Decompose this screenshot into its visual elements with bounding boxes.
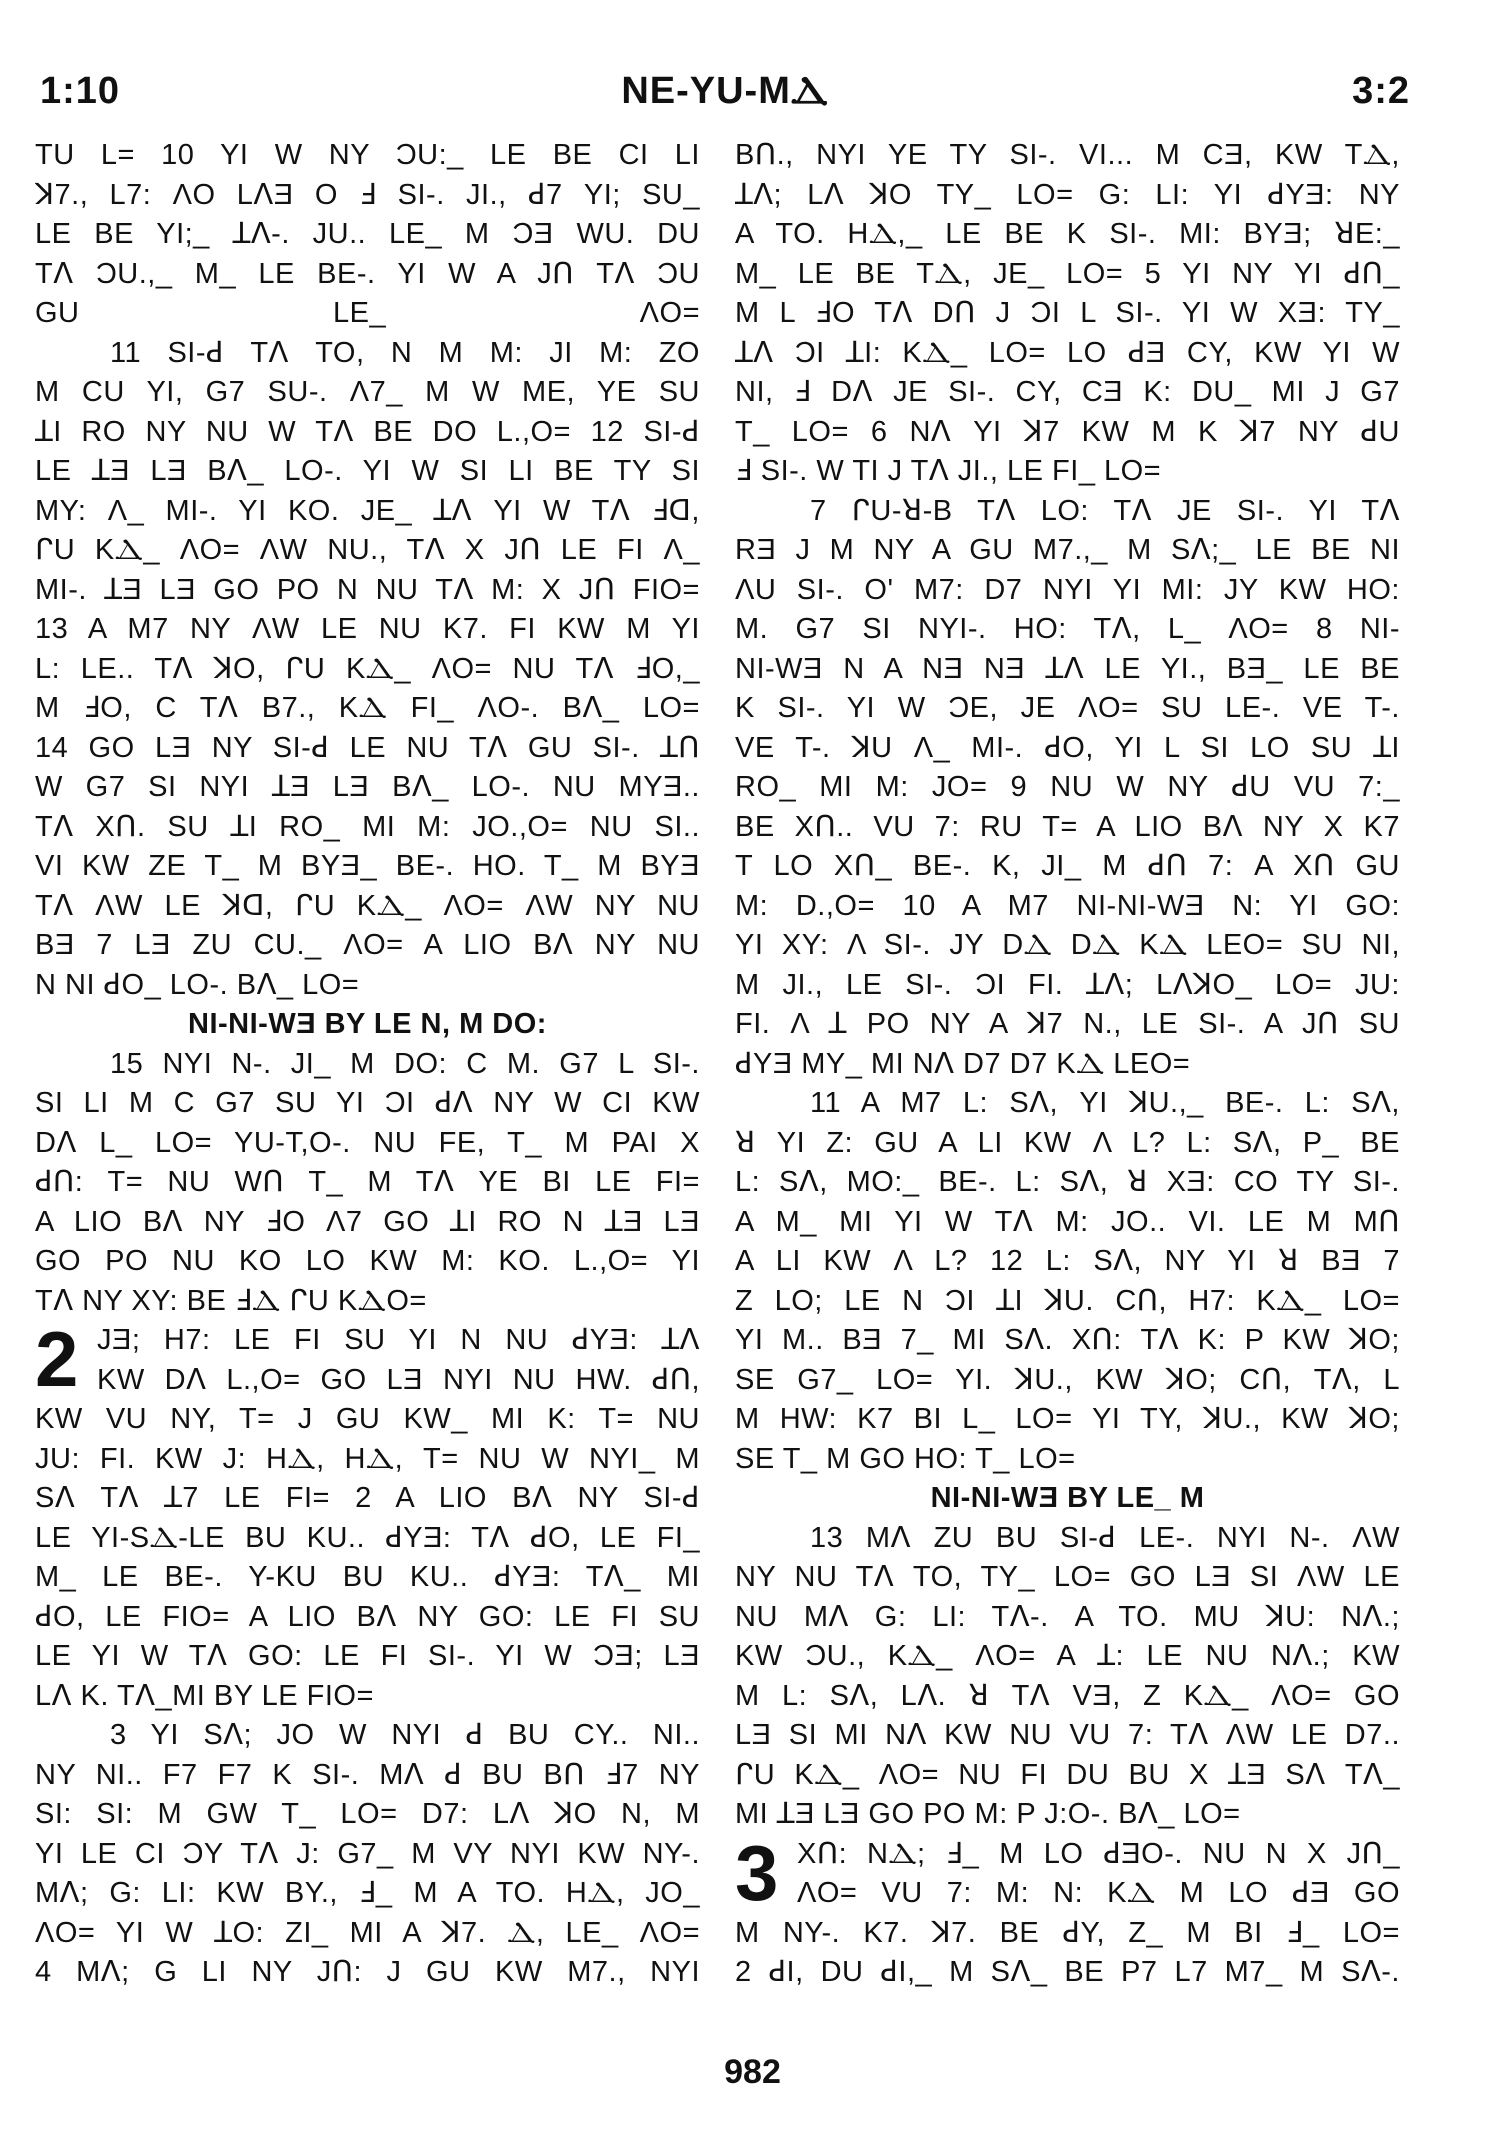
text-line: Z LO; LE N ƆI ꓕI ꓘU. Cꓵ, H7: KⲆ_ LO= <box>735 1284 1400 1317</box>
text-line: ꓒYƎ MY_ MI Nᐱ D7 D7 KⲆ LEO= <box>735 1047 1191 1080</box>
text-line: Dᐱ L_ LO= YU-T,O-. NU FE, T_ M PAI X <box>35 1126 700 1159</box>
chapter-start <box>735 1828 1400 1917</box>
page-number: 982 <box>724 2053 781 2091</box>
text-line: 11 SI-ꓒ Tᐱ TO, N M M: JI M: ZO <box>110 336 700 369</box>
text-line: ꓘ7., L7: ΛO LᐱƎ O Ⅎ SI-. JI., ꓒ7 YI; SU_ <box>35 178 700 211</box>
page-header <box>40 70 1410 120</box>
text-line: NU Mᐱ G: LI: Tᐱ-. A TO. MU ꓘU: Nᐱ.; <box>735 1600 1400 1633</box>
text-line: ꓒO, LE FIO= A LIO Bᐱ NY GO: LE FI SU <box>35 1600 700 1633</box>
text-line: NY NU Tᐱ TO, TY_ LO= GO LƎ SI ΛW LE <box>735 1561 1400 1593</box>
text-line: M: D.,O= 10 A M7 NI-NI-WƎ N: YI GO: <box>735 889 1400 922</box>
chapter-number: 2 <box>35 1315 79 1403</box>
text-line: SI: SI: M GW T_ LO= D7: Lᐱ ꓘO N, M <box>35 1798 700 1830</box>
text-line: ΛO= YI W ꓕO: ZI_ MI A ꓘ7. Ⲇ, LE_ ΛO= <box>35 1916 700 1949</box>
text-line: L: Sᐱ, MO:_ BE-. L: Sᐱ, ꓤ XƎ: CO TY SI-. <box>735 1166 1400 1198</box>
text-line: Tᐱ NY XY: BE ꓞⲆ ᒋU KⲆO= <box>35 1284 427 1317</box>
text-line: A LI KW Λ L? 12 L: Sᐱ, NY YI ꓤ BƎ 7 <box>735 1245 1400 1277</box>
text-line: LE ꓕƎ LƎ Bᐱ_ LO-. YI W SI LI BE TY SI <box>35 455 700 487</box>
text-line: MI-. ꓕƎ LƎ GO PO N NU Tᐱ M: X Jꓵ FIO= <box>35 573 700 606</box>
text-line: N NI ꓒO_ LO-. Bᐱ_ LO= <box>35 968 360 1001</box>
text-line: BƎ 7 LƎ ZU CU._ ΛO= A LIO Bᐱ NY NU <box>35 929 700 961</box>
text-line: YI XY: Λ SI-. JY DⲆ DⲆ KⲆ LEO= SU NI, <box>735 929 1400 961</box>
text-line: 13 A M7 NY ΛW LE NU K7. FI KW M YI <box>35 613 700 645</box>
text-line: A LIO Bᐱ NY ꓞO Λ7 GO ꓕI RO N ꓕƎ LƎ <box>35 1205 700 1238</box>
text-line: FI. Λ ꓕ PO NY A ꓘ7 N., LE SI-. A Jꓵ SU <box>735 1008 1400 1040</box>
text-line: KW ƆU., KⲆ_ ΛO= A ꓕ: LE NU Nᐱ.; KW <box>735 1640 1400 1672</box>
text-line: RO_ MI M: JO= 9 NU W NY ꓒU VU 7:_ <box>735 771 1400 803</box>
text-line: SE T_ M GO HO: T_ LO= <box>735 1442 1076 1475</box>
text-line: 4 Mᐱ; G LI NY Jꓵ: J GU KW M7., NYI <box>35 1956 700 1988</box>
text-line: LƎ SI MI Nᐱ KW NU VU 7: Tᐱ ΛW LE D7.. <box>735 1719 1400 1751</box>
text-line: ꓕᐱ; Lᐱ ꓘO TY_ LO= G: LI: YI ꓒYƎ: NY <box>735 178 1400 211</box>
text-line: Bꓵ., NYI YE TY SI-. VI... M CƎ, KW TⲆ, <box>735 139 1400 171</box>
text-line: M ꓞO, C Tᐱ B7., KⲆ FI_ ΛO-. Bᐱ_ LO= <box>35 692 700 724</box>
chapter-verse-start: 1:10 <box>40 70 121 112</box>
text-line: M L: Sᐱ, Lᐱ. ꓤ Tᐱ VƎ, Z KⲆ_ ΛO= GO <box>735 1679 1400 1712</box>
text-line: 11 A M7 L: Sᐱ, YI ꓘU.,_ BE-. L: Sᐱ, <box>810 1087 1400 1119</box>
text-line: GO PO NU KO LO KW M: KO. L.,O= YI <box>35 1245 700 1277</box>
text-line: ꓕI RO NY NU W Tᐱ BE DO L.,O= 12 SI-ꓒ <box>35 415 700 448</box>
chapter-start <box>35 1315 700 1403</box>
text-line: ᒋU KⲆ_ ΛO= NU FI DU BU X ꓕƎ Sᐱ Tᐱ_ <box>735 1758 1400 1791</box>
text-line: YI M.. BƎ 7_ MI Sᐱ. Xꓵ: Tᐱ K: P KW ꓘO; <box>735 1324 1400 1356</box>
text-line: TU L= 10 YI W NY ƆU:_ LE BE CI LI <box>35 139 700 171</box>
text-line: T LO Xꓵ_ BE-. K, JI_ M ꓒꓵ 7: A Xꓵ GU <box>735 850 1400 882</box>
text-line: K SI-. YI W ƆE, JE ΛO= SU LE-. VE T-. <box>735 692 1400 724</box>
text-line: KW Dᐱ L.,O= GO LƎ NYI NU HW. ꓒꓵ, <box>97 1363 700 1396</box>
section-heading: NI-NI-WƎ BY LE_ M <box>930 1482 1205 1514</box>
text-line: Ⅎ SI-. W TI J Tᐱ JI., LE FI_ LO= <box>735 455 1162 487</box>
text-line: Sᐱ Tᐱ ꓕ7 LE FI= 2 A LIO Bᐱ NY SI-ꓒ <box>35 1482 700 1514</box>
text-line: Tᐱ ΛW LE ꓘꓷ, ᒋU KⲆ_ ΛO= ΛW NY NU <box>35 889 700 922</box>
text-line: BE Xꓵ.. VU 7: RU T= A LIO Bᐱ NY X K7 <box>735 810 1400 843</box>
text-line: NI, Ⅎ Dᐱ JE SI-. CY, CƎ K: DU_ MI J G7 <box>735 376 1400 408</box>
text-line: SI LI M C G7 SU YI ƆI ꓒᐱ NY W CI KW <box>35 1087 700 1119</box>
text-line: ΛU SI-. O' M7: D7 NYI YI MI: JY KW HO: <box>735 573 1400 606</box>
text-line: M CU YI, G7 SU-. Λ7_ M W ME, YE SU <box>35 376 700 408</box>
chapter-verse-end: 3:2 <box>1352 70 1410 112</box>
text-line: M HW: K7 BI L_ LO= YI TY, ꓘU., KW ꓘO; <box>735 1403 1400 1435</box>
text-line: Lᐱ K. Tᐱ_MI BY LE FIO= <box>35 1679 374 1712</box>
text-line: M NY-. K7. ꓘ7. BE ꓒY, Z_ M BI Ⅎ_ LO= <box>735 1916 1400 1949</box>
text-line: NY NI.. F7 F7 K SI-. Mᐱ ꓒ BU Bꓵ ꓞ7 NY <box>35 1758 700 1791</box>
text-line: M. G7 SI NYI-. HO: Tᐱ, L_ ΛO= 8 NI- <box>735 613 1400 645</box>
left-text-column <box>35 136 700 1993</box>
text-line: A TO. HⲆ,_ LE BE K SI-. MI: BYƎ; ꓤE:_ <box>735 218 1400 250</box>
text-line: ꓒꓵ: T= NU Wꓵ T_ M Tᐱ YE BI LE FI= <box>35 1166 700 1198</box>
text-line: 13 Mᐱ ZU BU SI-ꓒ LE-. NYI N-. ΛW <box>810 1521 1400 1554</box>
text-line: Mᐱ; G: LI: KW BY., Ⅎ_ M A TO. HⲆ, JO_ <box>35 1877 700 1909</box>
text-line: MI ꓕƎ LƎ GO PO M: P J:O-. Bᐱ_ LO= <box>735 1798 1241 1830</box>
text-line: VE T-. ꓘU Λ_ MI-. ꓒO, YI L SI LO SU ꓕI <box>735 731 1400 764</box>
text-line: 15 NYI N-. JI_ M DO: C M. G7 L SI-. <box>110 1047 700 1080</box>
text-line: Tᐱ Xꓵ. SU ꓕI RO_ MI M: JO.,O= NU SI.. <box>35 810 700 843</box>
text-line: L: LE.. Tᐱ ꓘO, ᒋU KⲆ_ ΛO= NU Tᐱ ꓞO,_ <box>35 652 700 685</box>
text-line: 7 ᒋU-ꓤ-B Tᐱ LO: Tᐱ JE SI-. YI Tᐱ <box>810 494 1400 527</box>
text-line: LE BE YI;_ ꓕᐱ-. JU.. LE_ M ƆƎ WU. DU <box>35 218 700 250</box>
text-line: KW VU NY, T= J GU KW_ MI K: T= NU <box>35 1403 700 1435</box>
text-line: Xꓵ: NⲆ; Ⅎ_ M LO ꓒƎO-. NU N X Jꓵ_ <box>797 1837 1400 1870</box>
text-line: ꓤ YI Z: GU A LI KW Λ L? L: Sᐱ, P_ BE <box>735 1126 1400 1159</box>
text-line: 14 GO LƎ NY SI-ꓒ LE NU Tᐱ GU SI-. ꓕꓵ <box>35 731 700 764</box>
text-line: 2 ꓒI, DU ꓒI,_ M Sᐱ_ BE P7 L7 M7_ M Sᐱ-. <box>735 1956 1400 1988</box>
text-line: M_ LE BE-. Y-KU BU KU.. ꓒYƎ: Tᐱ_ MI <box>35 1561 700 1593</box>
book-title: NE-YU-MⲆ <box>621 70 829 112</box>
text-line: MY: Λ_ MI-. YI KO. JE_ ꓕᐱ YI W Tᐱ ꓞꓷ, <box>35 494 700 527</box>
text-line: Tᐱ ƆU.,_ M_ LE BE-. YI W A Jꓵ Tᐱ ƆU <box>35 257 700 290</box>
text-line: M_ LE BE TⲆ, JE_ LO= 5 YI NY YI ꓒꓵ_ <box>735 257 1400 290</box>
text-line: YI LE CI ƆY Tᐱ J: G7_ M VY NYI KW NY-. <box>35 1837 700 1870</box>
text-line: VI KW ZE T_ M BYƎ_ BE-. HO. T_ M BYƎ <box>35 850 700 882</box>
text-line: A M_ MI YI W Tᐱ M: JO.. VI. LE M Mꓵ <box>735 1205 1400 1238</box>
right-text-column <box>735 136 1400 1993</box>
text-line: JU: FI. KW J: HⲆ, HⲆ, T= NU W NYI_ M <box>35 1442 700 1475</box>
text-line: SE G7_ LO= YI. ꓘU., KW ꓘO; Cꓵ, Tᐱ, L <box>735 1363 1400 1396</box>
text-line: ꓕᐱ ƆI ꓕI: KⲆ_ LO= LO ꓒƎ CY, KW YI W <box>735 336 1400 369</box>
text-line: W G7 SI NYI ꓕƎ LƎ Bᐱ_ LO-. NU MYƎ.. <box>35 771 700 803</box>
text-line: ΛO= VU 7: M: N: KⲆ M LO ꓒƎ GO <box>797 1877 1400 1909</box>
text-line: RƎ J M NY A GU M7.,_ M Sᐱ;_ LE BE NI <box>735 534 1400 566</box>
text-line: NI-WƎ N A NƎ NƎ ꓕᐱ LE YI., BƎ_ LE BE <box>735 652 1400 685</box>
text-line: GU LE_ ΛO= <box>35 297 700 329</box>
text-line: LE YI W Tᐱ GO: LE FI SI-. YI W ƆƎ; LƎ <box>35 1640 700 1672</box>
text-line: T_ LO= 6 Nᐱ YI ꓘ7 KW M K ꓘ7 NY ꓒU <box>735 415 1400 448</box>
text-line: JƎ; H7: LE FI SU YI N NU ꓒYƎ: ꓕᐱ <box>97 1324 700 1356</box>
text-line: M L ꓞO Tᐱ Dꓵ J ƆI L SI-. YI W XƎ: TY_ <box>735 297 1400 329</box>
text-line: ᒋU KⲆ_ ΛO= ΛW NU., Tᐱ X Jꓵ LE FI Λ_ <box>35 534 700 566</box>
text-line: 3 YI Sᐱ; JO W NYI ꓒ BU CY.. NI.. <box>110 1719 700 1751</box>
text-line: M JI., LE SI-. ƆI FI. ꓕᐱ; LᐱꓘO_ LO= JU: <box>735 968 1400 1001</box>
chapter-number: 3 <box>735 1828 779 1917</box>
section-heading: NI-NI-WƎ BY LE N, M DO: <box>188 1008 547 1040</box>
text-line: LE YI-SⲆ-LE BU KU.. ꓒYƎ: Tᐱ ꓒO, LE FI_ <box>35 1521 700 1554</box>
